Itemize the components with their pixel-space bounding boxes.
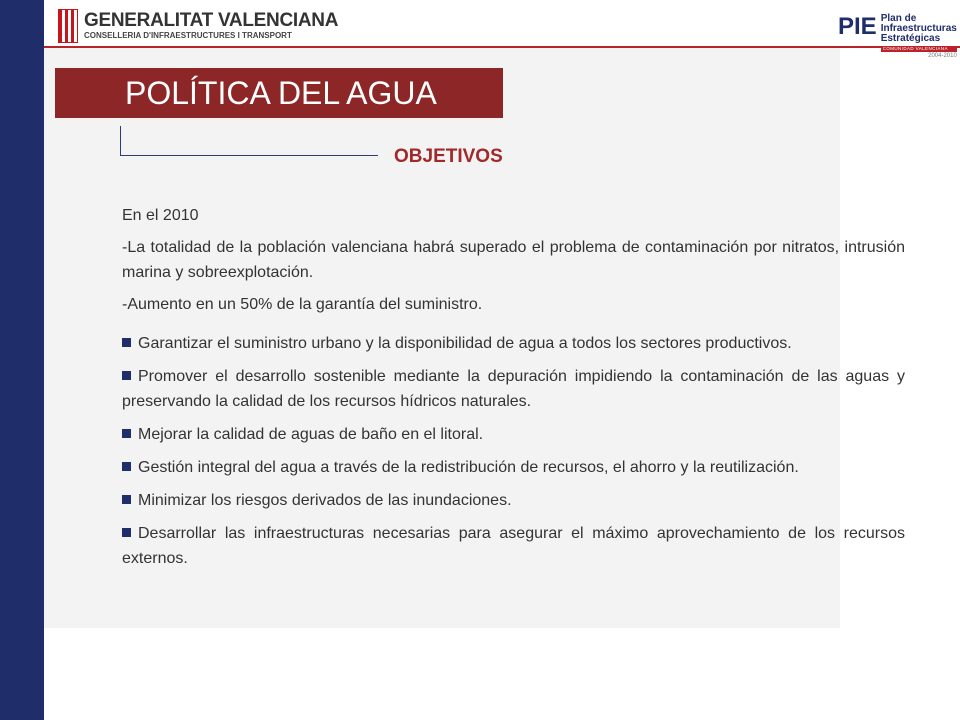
list-item: [122, 364, 905, 414]
plan-logo-line2: Infraestructuras: [880, 23, 957, 34]
square-bullet-icon: [122, 462, 131, 471]
plan-logo-line3: Estratégicas: [880, 33, 941, 44]
list-item-text: Garantizar el suministro urbano y la disponibilidad de agua a todos los sectores productivos.: [138, 335, 792, 352]
connector-horizontal: [120, 155, 378, 156]
section-subtitle: OBJETIVOS: [394, 146, 503, 167]
intro-item: -Aumento en un 50% de la garantía del suministro.: [122, 296, 483, 313]
square-bullet-icon: [122, 528, 131, 537]
list-item: [122, 521, 905, 571]
list-item: [122, 455, 905, 480]
list-item-text: Mejorar la calidad de aguas de baño en el litoral.: [138, 426, 484, 443]
header-rule: [44, 46, 960, 48]
list-item-text: Minimizar los riesgos derivados de las inundaciones.: [138, 492, 512, 509]
plan-logo-years: 2004-2010: [928, 53, 957, 59]
list-item-text: Promover el desarrollo sostenible mediante la depuración impidiendo la contaminación de las aguas y preservando la calidad de los recursos hídricos naturales.: [122, 368, 905, 410]
org-dept: CONSELLERIA D'INFRAESTRUCTURES I TRANSPORT: [84, 31, 292, 40]
square-bullet-icon: [122, 429, 131, 438]
list-item-text: Desarrollar las infraestructuras necesarias para asegurar el máximo aprovechamiento de los recursos externos.: [122, 525, 905, 567]
list-item: [122, 488, 905, 513]
plan-logo-line1: Plan de: [880, 13, 917, 24]
intro-item: -La totalidad de la población valenciana habrá superado el problema de contaminación por nitratos, intrusión marina y sobreexplotación.: [122, 239, 905, 281]
coat-of-arms-icon: [58, 9, 78, 43]
org-name: GENERALITAT VALENCIANA: [84, 10, 339, 31]
generalitat-logo: [58, 8, 338, 44]
connector-vertical: [120, 126, 121, 156]
slide-content: [122, 203, 905, 579]
square-bullet-icon: [122, 495, 131, 504]
plan-logo-mark: PIE: [838, 13, 877, 40]
list-item-text: Gestión integral del agua a través de la redistribución de recursos, el ahorro y la reutilización.: [138, 459, 799, 476]
square-bullet-icon: [122, 371, 131, 380]
plan-logo-region: COMUNIDAD VALENCIANA: [881, 46, 957, 52]
list-item: [122, 331, 905, 356]
slide-title: POLÍTICA DEL AGUA: [125, 75, 437, 111]
intro-year: En el 2010: [122, 207, 199, 224]
plan-logo: [838, 14, 957, 60]
slide-title-banner: [55, 68, 503, 118]
list-item: [122, 422, 905, 447]
square-bullet-icon: [122, 338, 131, 347]
left-sidebar-band: [0, 0, 44, 720]
objectives-list: [122, 331, 905, 571]
